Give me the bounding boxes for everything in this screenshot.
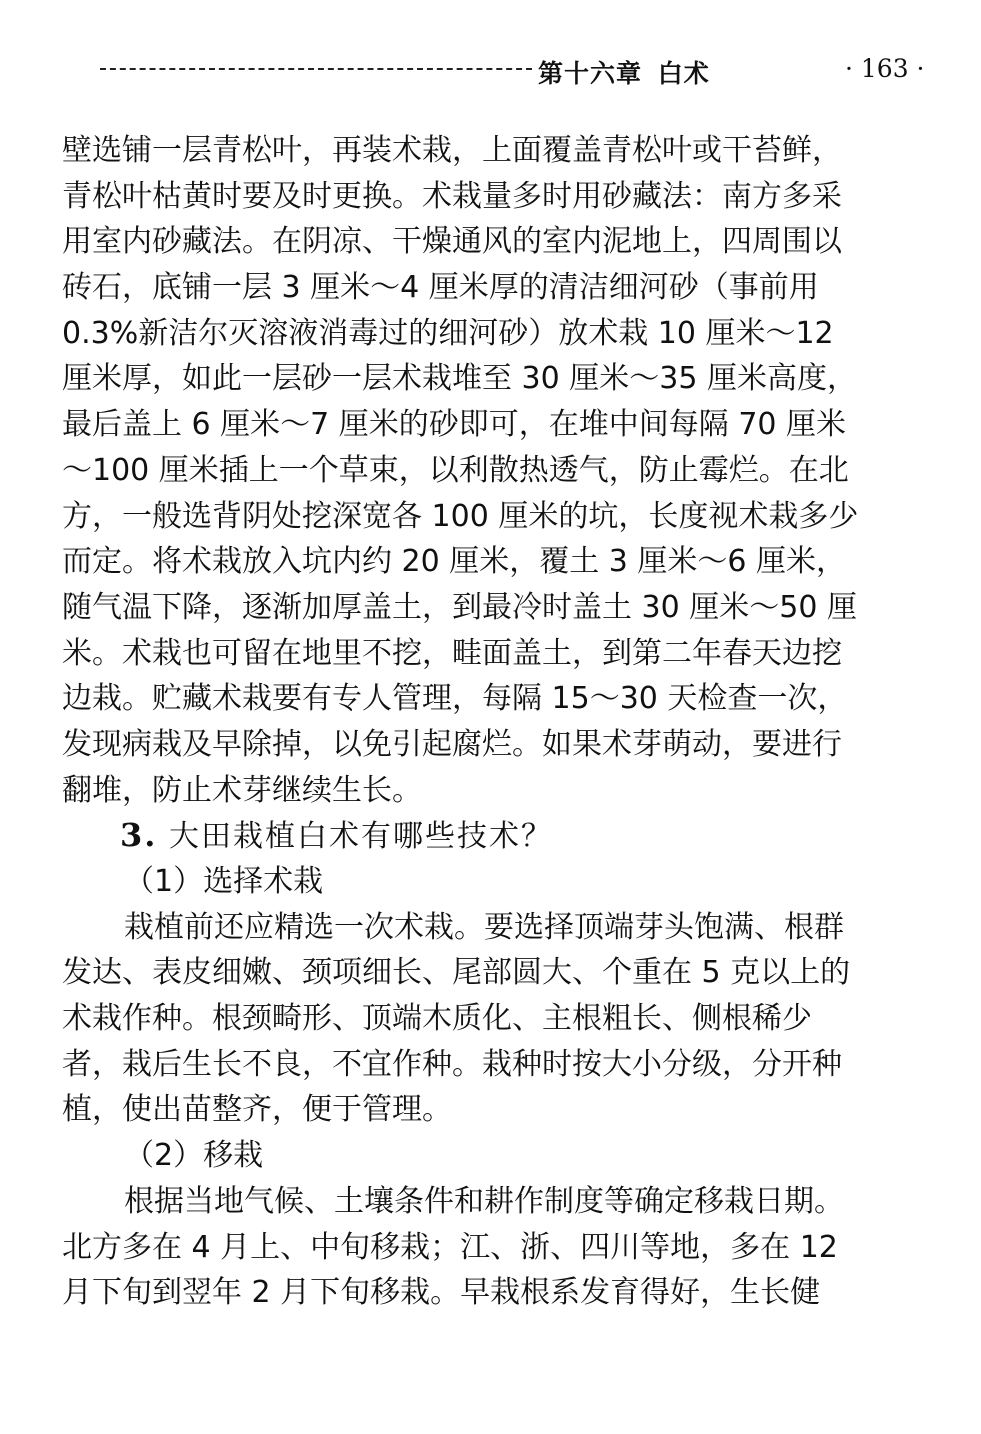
chapter-name: 白术	[657, 59, 710, 88]
text-line: 发达、表皮细嫩、颈项细长、尾部圆大、个重在 5 克以上的	[62, 955, 851, 991]
text-line: 根据当地气候、土壤条件和耕作制度等确定移栽日期。	[124, 1183, 844, 1219]
text-line: 厘米厚，如此一层砂一层术栽堆至 30 厘米～35 厘米高度，	[62, 361, 857, 397]
text-line: 砖石，底铺一层 3 厘米～4 厘米厚的清洁细河砂（事前用	[62, 270, 819, 306]
header-rule	[100, 68, 532, 70]
text-line: 术栽作种。根颈畸形、顶端木质化、主根粗长、侧根稀少	[62, 1001, 812, 1037]
text-line: 方，一般选背阴处挖深宽各 100 厘米的坑，长度视术栽多少	[62, 498, 859, 534]
text-line: 发现病栽及早除掉，以免引起腐烂。如果术芽萌动，要进行	[62, 726, 842, 762]
text-line: 随气温下降，逐渐加厚盖土，到最冷时盖土 30 厘米～50 厘	[62, 589, 857, 625]
chapter-title	[538, 54, 716, 90]
page-body	[62, 128, 902, 1316]
text-line: 最后盖上 6 厘米～7 厘米的砂即可，在堆中间每隔 70 厘米	[62, 407, 847, 443]
text-line: 壁选铺一层青松叶，再装术栽，上面覆盖青松叶或干苔鲜，	[62, 133, 842, 168]
chapter-number: 第十六章	[538, 59, 643, 88]
text-line: 边栽。贮藏术栽要有专人管理，每隔 15～30 天检查一次，	[62, 681, 848, 717]
text-line: 青松叶枯黄时要及时更换。术栽量多时用砂藏法：南方多采	[62, 178, 842, 214]
section-heading: （2）移栽	[124, 1138, 264, 1174]
text-line: 植，使出苗整齐，便于管理。	[62, 1092, 452, 1128]
text-line: 栽植前还应精选一次术栽。要选择顶端芽头饱满、根群	[124, 909, 844, 945]
text-line: 月下旬到翌年 2 月下旬移栽。早栽根系发育得好，生长健	[62, 1275, 821, 1311]
text-line: 米。术栽也可留在地里不挖，畦面盖土，到第二年春天边挖	[62, 635, 842, 671]
text-line: 而定。将术栽放入坑内约 20 厘米，覆土 3 厘米～6 厘米，	[62, 544, 847, 580]
text-line: 用室内砂藏法。在阴凉、干燥通风的室内泥地上，四周围以	[62, 224, 842, 260]
section-heading: （1）选择术栽	[124, 864, 324, 899]
running-header	[100, 50, 925, 90]
question-heading	[62, 813, 902, 859]
text-line: ～100 厘米插上一个草束，以利散热透气，防止霉烂。在北	[62, 452, 849, 488]
text-line: 者，栽后生长不良，不宜作种。栽种时按大小分级，分开种	[62, 1046, 842, 1082]
page-number: · 163 ·	[845, 54, 925, 83]
question-text: 大田栽植白术有哪些技术？	[168, 819, 553, 855]
text-line: 翻堆，防止术芽继续生长。	[62, 772, 422, 808]
question-number: 3.	[120, 816, 158, 855]
text-line: 北方多在 4 月上、中旬移栽；江、浙、四川等地，多在 12	[62, 1229, 838, 1265]
text-line: 0.3%新洁尔灭溶液消毒过的细河砂）放术栽 10 厘米～12	[62, 315, 834, 351]
